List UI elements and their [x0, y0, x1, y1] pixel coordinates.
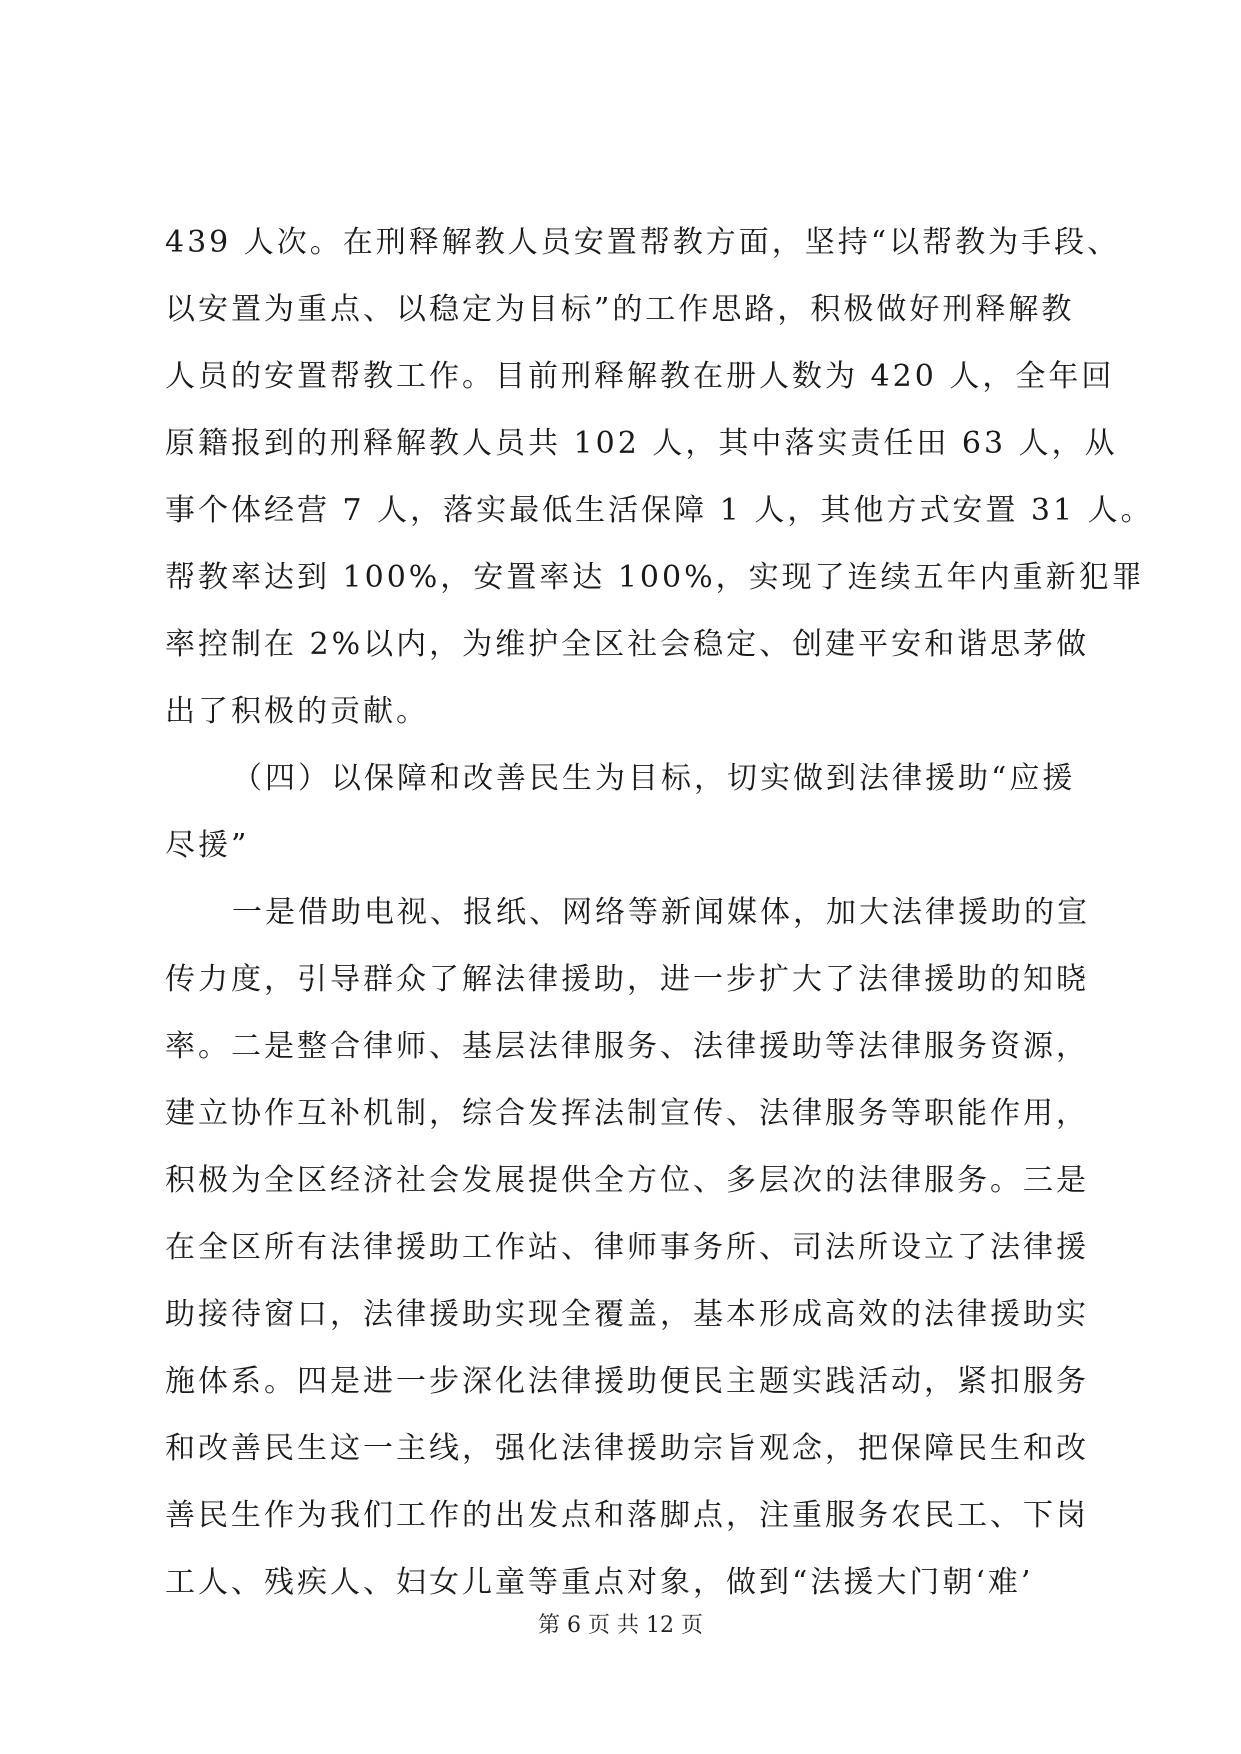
page-number-footer: 第 6 页 共 12 页: [538, 1613, 703, 1638]
section-heading-continued: 尽援”: [165, 828, 250, 863]
body-line: 和改善民生这一主线，强化法律援助宗旨观念，把保障民生和改: [165, 1431, 1089, 1466]
body-line: 原籍报到的刑释解教人员共 102 人，其中落实责任田 63 人，从: [165, 426, 1118, 461]
body-line: 率。二是整合律师、基层法律服务、法律援助等法律服务资源，: [165, 1029, 1089, 1064]
body-line: 在全区所有法律援助工作站、律师事务所、司法所设立了法律援: [165, 1230, 1089, 1265]
body-line: 出了积极的贡献。: [165, 694, 429, 729]
body-line: 建立协作互补机制，综合发挥法制宣传、法律服务等职能作用，: [165, 1096, 1089, 1131]
body-line: 工人、残疾人、妇女儿童等重点对象，做到“法援大门朝‘难’: [165, 1565, 1034, 1600]
body-line: 人员的安置帮教工作。目前刑释解教在册人数为 420 人，全年回: [165, 359, 1115, 394]
section-heading: （四）以保障和改善民生为目标，切实做到法律援助“应援: [232, 761, 1076, 796]
body-line: 事个体经营 7 人，落实最低生活保障 1 人，其他方式安置 31 人。: [165, 493, 1154, 528]
body-line: 施体系。四是进一步深化法律援助便民主题实践活动，紧扣服务: [165, 1364, 1089, 1399]
body-line: 传力度，引导群众了解法律援助，进一步扩大了法律援助的知晓: [165, 962, 1089, 997]
body-line: 以安置为重点、以稳定为目标”的工作思路，积极做好刑释解教: [165, 292, 1075, 327]
body-line: 帮教率达到 100%，安置率达 100%，实现了连续五年内重新犯罪: [165, 560, 1145, 595]
body-line: 积极为全区经济社会发展提供全方位、多层次的法律服务。三是: [165, 1163, 1089, 1198]
body-line: 一是借助电视、报纸、网络等新闻媒体，加大法律援助的宣: [232, 895, 1090, 930]
body-line: 439 人次。在刑释解教人员安置帮教方面，坚持“以帮教为手段、: [165, 225, 1121, 260]
body-line: 善民生作为我们工作的出发点和落脚点，注重服务农民工、下岗: [165, 1498, 1089, 1533]
body-line: 助接待窗口，法律援助实现全覆盖，基本形成高效的法律援助实: [165, 1297, 1089, 1332]
body-line: 率控制在 2%以内，为维护全区社会稳定、创建平安和谐思茅做: [165, 627, 1090, 662]
